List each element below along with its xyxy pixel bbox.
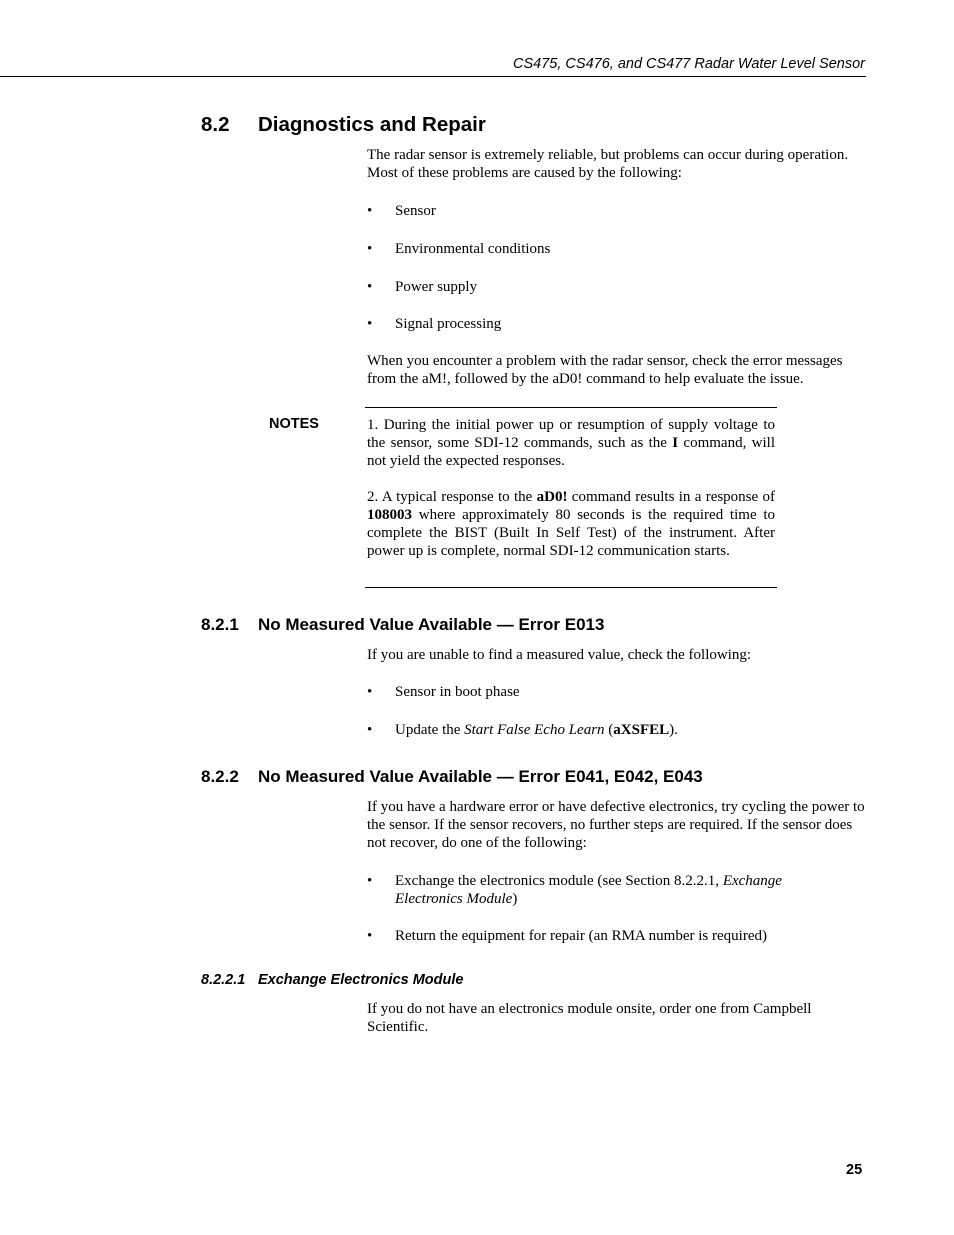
subsubsection-heading: 8.2.2.1 Exchange Electronics Module <box>201 972 464 988</box>
page-number: 25 <box>846 1162 863 1178</box>
bullet-icon: • <box>367 684 373 700</box>
notes-box <box>365 407 777 588</box>
bullet-icon: • <box>367 873 373 889</box>
section-closing: When you encounter a problem with the radar sensor, check the error messages from the aM!, followed by the aD0! command to help evaluate the issue. <box>367 353 843 387</box>
list-item: • Environmental conditions <box>367 241 551 257</box>
note-2: 2. A typical response to the aD0! command results in a response of 108003 where approximately 80 seconds is the required time to complete the BIST (Built In Self Test) of the instrument. After power up is complete, normal SDI-12 communication starts. <box>367 489 775 559</box>
notes-label: NOTES <box>269 416 319 432</box>
running-header: CS475, CS476, and CS477 Radar Water Level Sensor <box>513 56 865 72</box>
header-rule <box>0 76 866 77</box>
bullet-icon: • <box>367 316 373 332</box>
bullet-icon: • <box>367 203 373 219</box>
section-number: 8.2 <box>201 113 230 136</box>
bullet-icon: • <box>367 279 373 295</box>
list-item: • Return the equipment for repair (an RMA number is required) <box>367 928 767 944</box>
section-title: Diagnostics and Repair <box>258 113 486 136</box>
subsection-intro: If you have a hardware error or have defective electronics, try cycling the power to the sensor. If the sensor recovers, no further steps are required. If the sensor does not recover, do one of the following: <box>367 799 865 851</box>
bullet-icon: • <box>367 241 373 257</box>
list-item: • Update the Start False Echo Learn (aXSFEL). <box>367 722 678 738</box>
list-item: • Sensor in boot phase <box>367 684 520 700</box>
section-intro: The radar sensor is extremely reliable, but problems can occur during operation. Most of these problems are caused by the following: <box>367 147 849 181</box>
subsubsection-text: If you do not have an electronics module onsite, order one from Campbell Scientific. <box>367 1001 812 1035</box>
list-item: • Sensor <box>367 203 436 219</box>
subsection-heading: 8.2.1 No Measured Value Available — Error E013 <box>201 615 605 634</box>
list-item: • Exchange the electronics module (see Section 8.2.2.1, Exchange Electronics Module) <box>367 873 782 907</box>
subsection-heading: 8.2.2 No Measured Value Available — Error E041, E042, E043 <box>201 767 703 786</box>
section-heading <box>201 113 486 137</box>
list-item: • Signal processing <box>367 316 502 332</box>
bullet-icon: • <box>367 722 373 738</box>
list-item: • Power supply <box>367 279 478 295</box>
bullet-icon: • <box>367 928 373 944</box>
subsection-intro: If you are unable to find a measured value, check the following: <box>367 647 752 663</box>
note-1: 1. During the initial power up or resumption of supply voltage to the sensor, some SDI-12 commands, such as the I command, will not yield the expected responses. <box>367 417 775 469</box>
